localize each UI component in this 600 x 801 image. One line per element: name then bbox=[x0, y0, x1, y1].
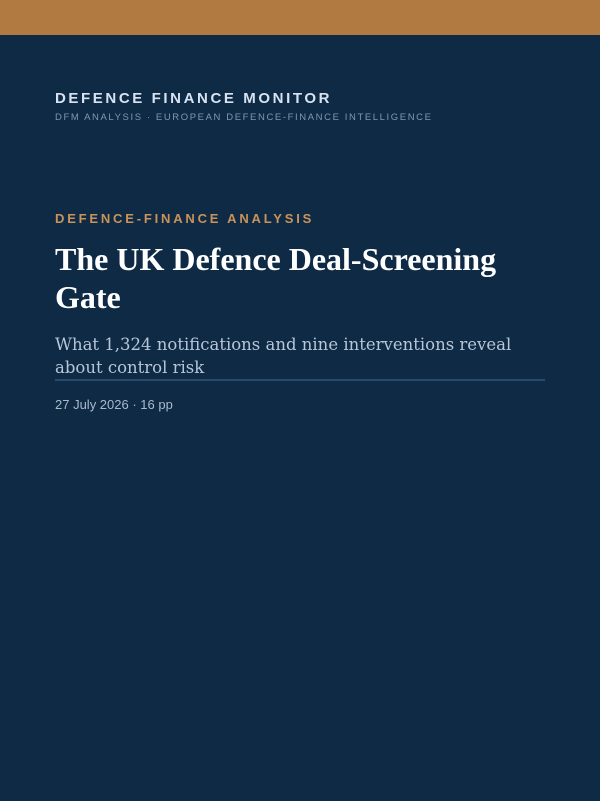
article-header bbox=[55, 210, 545, 413]
masthead bbox=[55, 90, 555, 124]
section-kicker: DEFENCE-FINANCE ANALYSIS bbox=[55, 211, 315, 226]
publication-name: DEFENCE FINANCE MONITOR bbox=[55, 90, 333, 107]
page-title: The UK Defence Deal-Screening Gate bbox=[55, 241, 497, 315]
publication-tagline: DFM ANALYSIS · EUROPEAN DEFENCE-FINANCE INTELLIGENCE bbox=[55, 112, 433, 123]
publication-meta: 27 July 2026 · 16 pp bbox=[55, 397, 173, 412]
article-subtitle: What 1,324 notifications and nine interventions reveal about control risk bbox=[55, 333, 545, 381]
top-accent-band bbox=[0, 0, 600, 35]
